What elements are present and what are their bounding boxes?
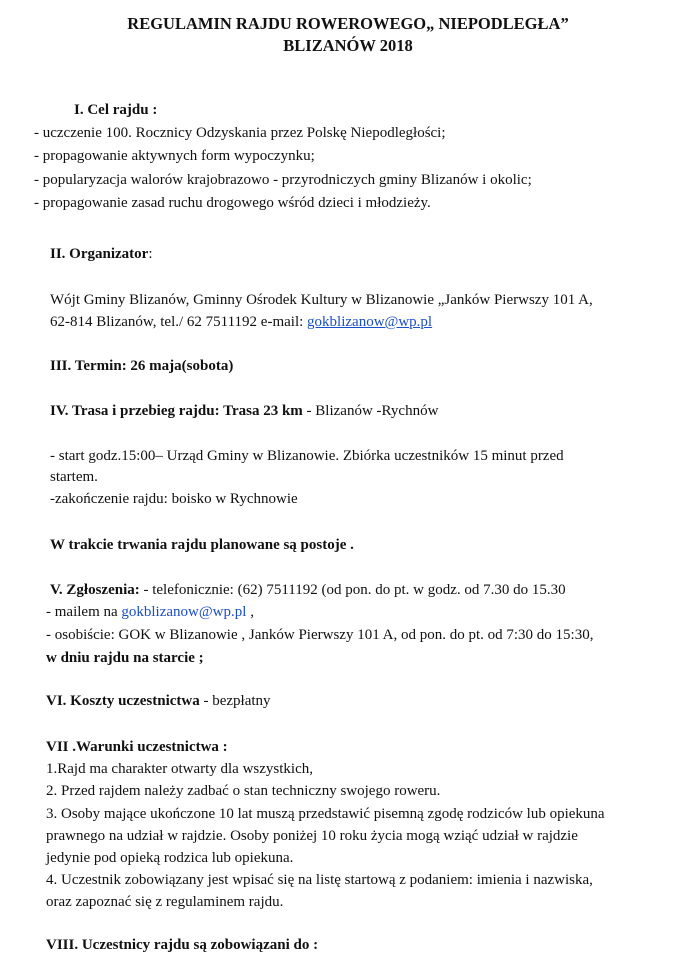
registration-email-link[interactable]: gokblizanow@wp.pl	[121, 604, 247, 620]
registration-phone: - telefonicznie: (62) 7511192 (od pon. do pt. w godz. od 7.30 do 15.30	[143, 582, 566, 598]
organizer-contact-text: 62-814 Blizanów, tel./ 62 7511192 e-mail:	[50, 314, 308, 330]
registration-mail-line	[46, 602, 254, 623]
registration-mail-suffix: ,	[246, 604, 254, 620]
section-7-heading: VII .Warunki uczestnictwa :	[46, 739, 228, 755]
section-1-heading: I. Cel rajdu :	[74, 102, 158, 118]
section-8-heading: VIII. Uczestnicy rajdu są zobowiązani do :	[46, 937, 319, 953]
start-info: - start godz.15:00– Urząd Gminy w Blizanowie. Zbiórka uczestników 15 minut przed	[50, 448, 564, 464]
condition-line: oraz zapoznać się z regulaminem rajdu.	[46, 894, 284, 910]
condition-line: 3. Osoby mające ukończone 10 lat muszą przedstawić pisemną zgodę rodziców lub opiekuna	[46, 806, 605, 822]
organizer-email-link[interactable]: gokblizanow@wp.pl	[307, 314, 433, 330]
start-info-cont: startem.	[50, 469, 98, 485]
condition-line: jedynie pod opieką rodzica lub opiekuna.	[46, 850, 294, 866]
section-6-heading: VI. Koszty uczestnictwa	[46, 693, 200, 709]
stops-note: W trakcie trwania rajdu planowane są postoje .	[50, 537, 354, 553]
section-1-item: - uczczenie 100. Rocznicy Odzyskania przez Polskę Niepodległości;	[34, 125, 446, 141]
condition-line: prawnego na udział w rajdzie. Osoby poniżej 10 roku życia mogą wziąć udział w rajdzie	[46, 828, 578, 844]
condition-line: 4. Uczestnik zobowiązany jest wpisać się na listę startową z podaniem: imienia i nazwiska,	[46, 872, 593, 888]
section-1-item: - propagowanie aktywnych form wypoczynku;	[34, 148, 315, 164]
section-1-item: - propagowanie zasad ruchu drogowego wśród dzieci i młodzieży.	[34, 195, 431, 211]
section-2-heading: II. Organizator	[50, 246, 149, 262]
section-2-heading-line	[50, 244, 153, 265]
section-5-heading: V. Zgłoszenia:	[50, 582, 144, 598]
condition-line: 2. Przed rajdem należy zadbać o stan techniczny swojego roweru.	[46, 783, 441, 799]
registration-race-day: w dniu rajdu na starcie ;	[46, 650, 204, 666]
section-3-heading: III. Termin: 26 maja(sobota)	[50, 358, 234, 374]
section-4-heading: IV. Trasa i przebieg rajdu: Trasa 23 km	[50, 403, 307, 419]
registration-personal: - osobiście: GOK w Blizanowie , Janków Pierwszy 101 A, od pon. do pt. od 7:30 do 15:30,	[46, 627, 594, 643]
finish-info: -zakończenie rajdu: boisko w Rychnowie	[50, 491, 298, 507]
section-4-route: - Blizanów -Rychnów	[306, 403, 439, 419]
section-6-line	[46, 691, 271, 712]
registration-mail-prefix: - mailem na	[46, 604, 122, 620]
section-5-heading-line	[50, 580, 566, 601]
section-6-value: - bezpłatny	[199, 693, 271, 709]
title-line-2: BLIZANÓW 2018	[283, 36, 413, 55]
section-2-heading-colon: :	[148, 246, 153, 262]
title-line-1: REGULAMIN RAJDU ROWEROWEGO„ NIEPODLEGŁA”	[127, 14, 569, 33]
section-4-heading-line	[50, 401, 438, 422]
organizer-address: Wójt Gminy Blizanów, Gminny Ośrodek Kultury w Blizanowie „Janków Pierwszy 101 A,	[50, 292, 593, 308]
organizer-contact	[50, 312, 432, 333]
section-1-item: - popularyzacja walorów krajobrazowo - przyrodniczych gminy Blizanów i okolic;	[34, 172, 532, 188]
condition-line: 1.Rajd ma charakter otwarty dla wszystkich,	[46, 761, 313, 777]
